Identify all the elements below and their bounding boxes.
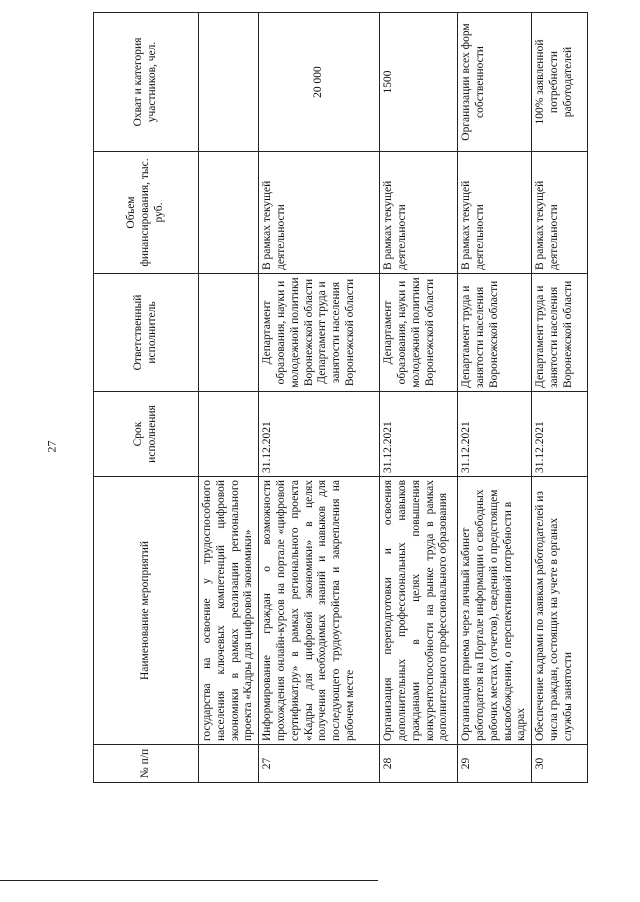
row-deadline xyxy=(199,392,259,477)
row-deadline: 31.12.2021 xyxy=(259,392,380,477)
row-name: государства на освоение у трудоспособного населения ключевых компетенций цифровой экономики в рамках реализации регионального проекта «Кадры для цифровой экономики» xyxy=(199,477,259,745)
row-num xyxy=(199,745,259,783)
header-deadline: Срок исполнения xyxy=(94,392,199,477)
rotated-table-container xyxy=(93,13,623,783)
row-deadline: 31.12.2021 xyxy=(532,392,588,477)
row-name: Информирование граждан о возможности прохождения онлайн-курсов на портале «цифровой сертификат.ру» в рамках регионального проекта «Кадры для цифровой экономики» в целях получения необходимых знаний и навыков для последующего трудоустройства и закрепления на рабочем месте xyxy=(259,477,380,745)
row-executor: Департамент труда и занятости населения Воронежской области xyxy=(458,274,532,392)
header-funding: Объем финансирования, тыс. руб. xyxy=(94,152,199,274)
table-row xyxy=(199,13,259,783)
row-executor xyxy=(199,274,259,392)
row-executor: Департамент образования, науки и молодежной политики Воронежской области Департамент труда и занятости населения Воронежской области xyxy=(259,274,380,392)
bottom-divider xyxy=(0,880,378,881)
row-deadline: 31.12.2021 xyxy=(458,392,532,477)
row-num: 30 xyxy=(532,745,588,783)
row-executor: Департамент образования, науки и молодежной политики Воронежской области xyxy=(380,274,458,392)
row-num: 28 xyxy=(380,745,458,783)
measures-table xyxy=(93,12,588,783)
row-funding: В рамках текущей деятельности xyxy=(259,152,380,274)
row-num: 29 xyxy=(458,745,532,783)
header-num: № п/п xyxy=(94,745,199,783)
row-coverage: 1500 xyxy=(380,13,458,152)
row-coverage: 20 000 xyxy=(259,13,380,152)
row-name: Организация переподготовки и освоения дополнительных профессиональных навыков гражданами в целях повышения конкурентоспособности на рынке труда в рамках дополнительного профессионального образования xyxy=(380,477,458,745)
table-row xyxy=(532,13,588,783)
row-coverage: Организации всех форм собственности xyxy=(458,13,532,152)
row-name: Обеспечение кадрами по заявкам работодателей из числа граждан, состоящих на учете в органах службы занятости xyxy=(532,477,588,745)
row-funding: В рамках текущей деятельности xyxy=(458,152,532,274)
table-row xyxy=(259,13,380,783)
table-header-row xyxy=(94,13,199,783)
row-funding xyxy=(199,152,259,274)
row-executor: Департамент труда и занятости населения Воронежской области xyxy=(532,274,588,392)
row-coverage: 100% заявленной потребности работодателей xyxy=(532,13,588,152)
row-num: 27 xyxy=(259,745,380,783)
table-row xyxy=(380,13,458,783)
row-funding: В рамках текущей деятельности xyxy=(532,152,588,274)
row-funding: В рамках текущей деятельности xyxy=(380,152,458,274)
row-name: Организация приема через личный кабинет работодателя на Портале информации о свободных рабочих местах (отчетов), сведений о предстоящем высвобождении, о перспективной потребности в кадрах xyxy=(458,477,532,745)
header-name: Наименование мероприятий xyxy=(94,477,199,745)
row-coverage xyxy=(199,13,259,152)
page-number: 27 xyxy=(44,440,59,453)
row-deadline: 31.12.2021 xyxy=(380,392,458,477)
header-coverage: Охват и категория участников, чел. xyxy=(94,13,199,152)
header-executor: Ответственный исполнитель xyxy=(94,274,199,392)
table-row xyxy=(458,13,532,783)
